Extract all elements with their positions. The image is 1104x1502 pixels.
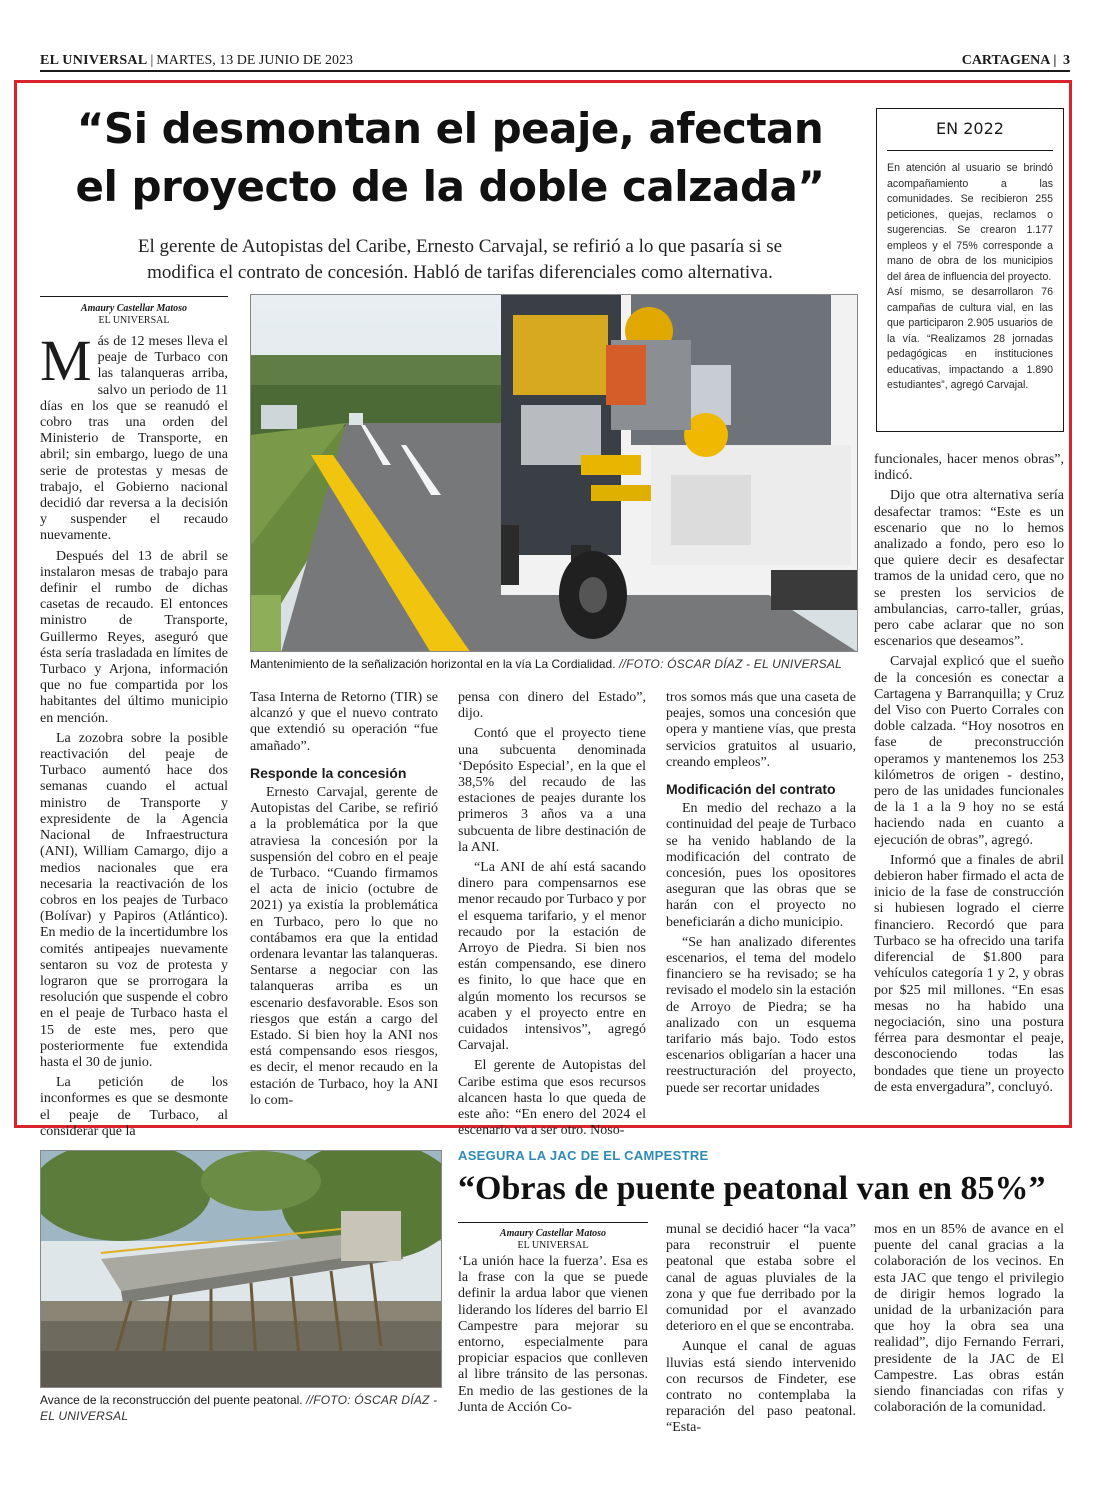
byline-author: Amaury Castellar Matoso <box>80 303 188 314</box>
byline-org: EL UNIVERSAL <box>517 1240 589 1251</box>
paragraph <box>40 328 228 545</box>
byline <box>40 296 228 327</box>
paragraph: “Se han analizado diferentes escenarios, el tema del modelo financiero se ha revisado; se ha revisado el modelo sin la estación de Arroyo de Piedra; se ha analizado con un esquema tarifario más bajo. Todo estos escenarios obligarían a hacer una reestructuración del proyecto, puede ser recortar unidades <box>666 934 856 1096</box>
section-name: CARTAGENA <box>961 53 1051 68</box>
paragraph: Dijo que otra alternativa sería desafectar tramos: “Este es un escenario que no lo hemos analizado a fondo, pero eso lo que quiere decir es desafectar tramos de la unidad cero, que no se presten los servicios de ambulancias, carro-taller, grúas, pero cabe aclarar que no son escenarios que deseamos”. <box>874 488 1064 650</box>
paragraph: La petición de los inconformes es que se desmonte el peaje de Turbaco, al considerar que la <box>40 1075 228 1139</box>
byline-author: Amaury Castellar Matoso <box>499 1228 607 1239</box>
page-header <box>40 50 1070 72</box>
paragraph: tros somos más que una caseta de peajes, somos una concesión que opera y mantiene vías, que presta servicios gratuitos al usuario, creando empleos”. <box>666 690 856 770</box>
paragraph: En medio del rechazo a la continuidad del peaje de Turbaco se ha venido hablando de la modificación del contrato de concesión, pues los opositores aseguran que las obras que se harán con el proyecto no beneficiarán a dicho municipio. <box>666 801 856 930</box>
article-column-2 <box>666 1222 856 1441</box>
article-column-3 <box>874 1222 1064 1420</box>
subheading: Responde la concesión <box>250 764 407 781</box>
road-maintenance-photo <box>250 294 858 652</box>
page-number: 3 <box>1063 53 1070 68</box>
paragraph: munal se decidió hacer “la vaca” para reconstruir el puente peatonal que estaba sobre el canal de aguas pluviales de la zona y que fue derribado por la comunidad por el avanzado deterioro en el que se encontraba. <box>666 1222 856 1335</box>
sidebar-paragraph: Así mismo, se desarrollaron 76 campañas de cultura vial, en las que participaron 2.905 usuarios de la vía. “Realizamos 28 jornadas pedagógicas en instituciones educativas, impactando a 1.890 estudiantes”, agregó Carvajal. <box>887 286 1053 391</box>
paragraph: Carvajal explicó que el sueño de la concesión es conectar a Cartagena y Barranquilla; y Cruz del Viso con Puerto Corrales con doble calzada. “Hoy nosotros en fase de preconstrucción operamos y mantenemos los 253 kilómetros de origen - destino, pero de las unidades funcionales de la 1 a la 9 hoy no se está haciendo nada en cuanto a ejecución de obras”, agregó. <box>874 654 1064 848</box>
paragraph: mos en un 85% de avance en el puente del canal gracias a la colaboración de los vecinos. En esta JAC que tengo el privilegio de dirigir hemos logrado la unidad de la urbanización para que hoy la obra sea una realidad”, dijo Fernando Ferrari, presidente de la JAC de El Campestre. Las obras están siendo financiadas con rifas y colaboración de la comunidad. <box>874 1222 1064 1416</box>
header-right <box>962 53 1070 69</box>
paragraph: La zozobra sobre la posible reactivación del peaje de Turbaco aumentó hace dos semanas cuando el actual ministro de Transporte y expresidente de la Agencia Nacional de Infraestructura (ANI), William Camargo, dijo a medios nacionales que era necesaria la reactivación de los cobros en los peajes de Turbaco (Bolívar) y Papiros (Atlántico). En medio de la incertidumbre los comités antipeajes nuevamente sentaron su voz de protesta y lograron que se prorrogara la resolución que suspende el cobro en el peaje de Turbaco hasta el 15 de este mes, pero que posteriormente fue extendida hasta el 30 de junio. <box>40 730 228 1070</box>
road-maintenance-illustration <box>251 295 858 652</box>
footbridge-photo <box>40 1150 442 1388</box>
paragraph: Aunque el canal de aguas lluvias está siendo intervenido con recursos de Findeter, ese contrato no contemplaba la reparación del paso peatonal. “Esta- <box>666 1339 856 1436</box>
paragraph: Después del 13 de abril se instalaron mesas de trabajo para definir el rumbo de dichas casetas de recaudo. El entonces ministro de Transporte, Guillermo Reyes, aseguró que ésta sería trasladada en límites de Turbaco y Arjona, información que no fue compartida por los habitantes del último municipio en mención. <box>40 548 228 726</box>
sidebar-paragraph: En atención al usuario se brindó acompañamiento a las comunidades. Se recibieron 255 peticiones, quejas, reclamos o sugerencias. Se crearon 1.177 empleos y el 75% corresponde a mano de obra de los municipios del área de influencia del proyecto. <box>887 162 1053 283</box>
header-separator: | <box>150 53 154 68</box>
article-headline: “Obras de puente peatonal van en 85%” <box>458 1170 1046 1207</box>
article-deck: El gerente de Autopistas del Caribe, Ernesto Carvajal, se refirió a lo que pasaría si se modifica el contrato de concesión. Habló de tarifas diferenciales como alternativa. <box>137 236 783 283</box>
paragraph: Tasa Interna de Retorno (TIR) se alcanzó y que el nuevo contrato que extendió su operación “fue amañado”. <box>250 690 438 754</box>
byline-org: EL UNIVERSAL <box>98 315 170 326</box>
article-column-4 <box>666 690 856 1101</box>
paragraph: Contó que el proyecto tiene una subcuenta denominada ‘Depósito Especial’, en la que el 38,5% del recaudo de las estaciones de peajes durante los primeros 3 años va a una subcuenta de libre destinación de la ANI. <box>458 726 646 855</box>
caption-text: Mantenimiento de la señalización horizontal en la vía La Cordialidad. <box>250 657 616 671</box>
paragraph: Ernesto Carvajal, gerente de Autopistas del Caribe, se refirió a la problemática por la que atraviesa la concesión por la suspensión del cobro en el peaje de Turbaco. “Cuando firmamos el acta de inicio (octubre de 2021) ya existía la problemática en Turbaco, pero lo que no contábamos era que la entidad ordenara levantar las talanqueras. Sentarse a negociar con las talanqueras arriba es un escenario desfavorable. Esos son riesgos que están a cargo del Estado. Si bien hoy la ANI nos está compensando esos riesgos, es decir, el menor recaudo en la estación de Turbaco, hoy la ANI lo com- <box>250 785 438 1108</box>
article-kicker: ASEGURA LA JAC DE EL CAMPESTRE <box>458 1148 709 1163</box>
photo-caption <box>40 1392 442 1424</box>
paragraph: El gerente de Autopistas del Caribe estima que esos recursos alcancen hasta lo que queda de este año: “En enero del 2024 el escenario va a ser otro. Noso- <box>458 1058 646 1139</box>
header-left <box>40 53 353 69</box>
headline-line-2: el proyecto de la doble calzada” <box>75 162 825 211</box>
paragraph: “La ANI de ahí está sacando dinero para compensarnos ese menor recaudo por Turbaco y por el esquema tarifario, y el menor recaudo por la estación de Arroyo de Piedra. Si bien nos están compensando, ese dinero es finito, lo que hace que en algún momento los recursos se acaben y el proyecto entre en cuidados intensivos”, agregó Carvajal. <box>458 860 646 1054</box>
paragraph: Informó que a finales de abril debieron haber firmado el acta de inicio de la fase de construcción si hubiesen logrado el cierre financiero. Recordó que para Turbaco se ha ofrecido una tarifa diferencial de $1.800 para vehículos categoría 1 y 2, y obras por $25 mil millones. “En esas mesas no ha habido una negociación, sino una postura férrea para desmontar el peaje, desconociendo todas las bondades que tiene un proyecto de esta envergadura”, concluyó. <box>874 852 1064 1095</box>
footbridge-illustration <box>41 1151 442 1388</box>
drop-cap: M <box>40 328 92 393</box>
byline <box>458 1222 648 1252</box>
article-column-3 <box>458 690 646 1143</box>
paragraph: funcionales, hacer menos obras”, indicó. <box>874 452 1064 484</box>
sidebar-title: EN 2022 <box>887 119 1053 151</box>
issue-date: MARTES, 13 DE JUNIO DE 2023 <box>156 53 353 68</box>
article-column-2 <box>250 690 438 1113</box>
photo-credit: //FOTO: ÓSCAR DÍAZ - EL UNIVERSAL <box>615 657 842 671</box>
newspaper-name: EL UNIVERSAL <box>40 53 148 68</box>
photo-credit: //FOTO: ÓSCAR DÍAZ - EL UNIVERSAL <box>40 1393 438 1423</box>
caption-text: Avance de la reconstrucción del puente peatonal. <box>40 1393 303 1407</box>
paragraph: ‘La unión hace la fuerza’. Esa es la frase con la que se puede definir la ardua labor que vienen liderando los líderes del barrio El Campestre para mejorar su entorno, especialmente para propiciar espacios que conlleven al libre tránsito de las personas. En medio de las gestiones de la Junta de Acción Co- <box>458 1254 648 1415</box>
article-column-1 <box>458 1254 648 1420</box>
subheading: Modificación del contrato <box>666 781 836 798</box>
sidebar-body <box>887 161 1053 394</box>
article-headline <box>40 100 860 216</box>
paragraph-text: ás de 12 meses lleva el peaje de Turbaco con las talanqueras arriba, salvo un periodo de 11 días en los que se reanudó el cobro tras una orden del Ministerio de Transporte, en abril; sin embargo, luego de una serie de protestas y mesas de trabajo, el Gobierno nacional decidió dar reversa a la decisión y suspender el recaudo nuevamente. <box>40 334 228 544</box>
header-separator: | <box>1053 53 1057 68</box>
article-column-5 <box>874 452 1064 1100</box>
photo-caption <box>250 656 870 672</box>
sidebar-box <box>876 108 1064 432</box>
article-column-1 <box>40 328 228 1144</box>
paragraph: pensa con dinero del Estado”, dijo. <box>458 690 646 722</box>
headline-line-1: “Si desmontan el peaje, afectan <box>76 104 824 153</box>
